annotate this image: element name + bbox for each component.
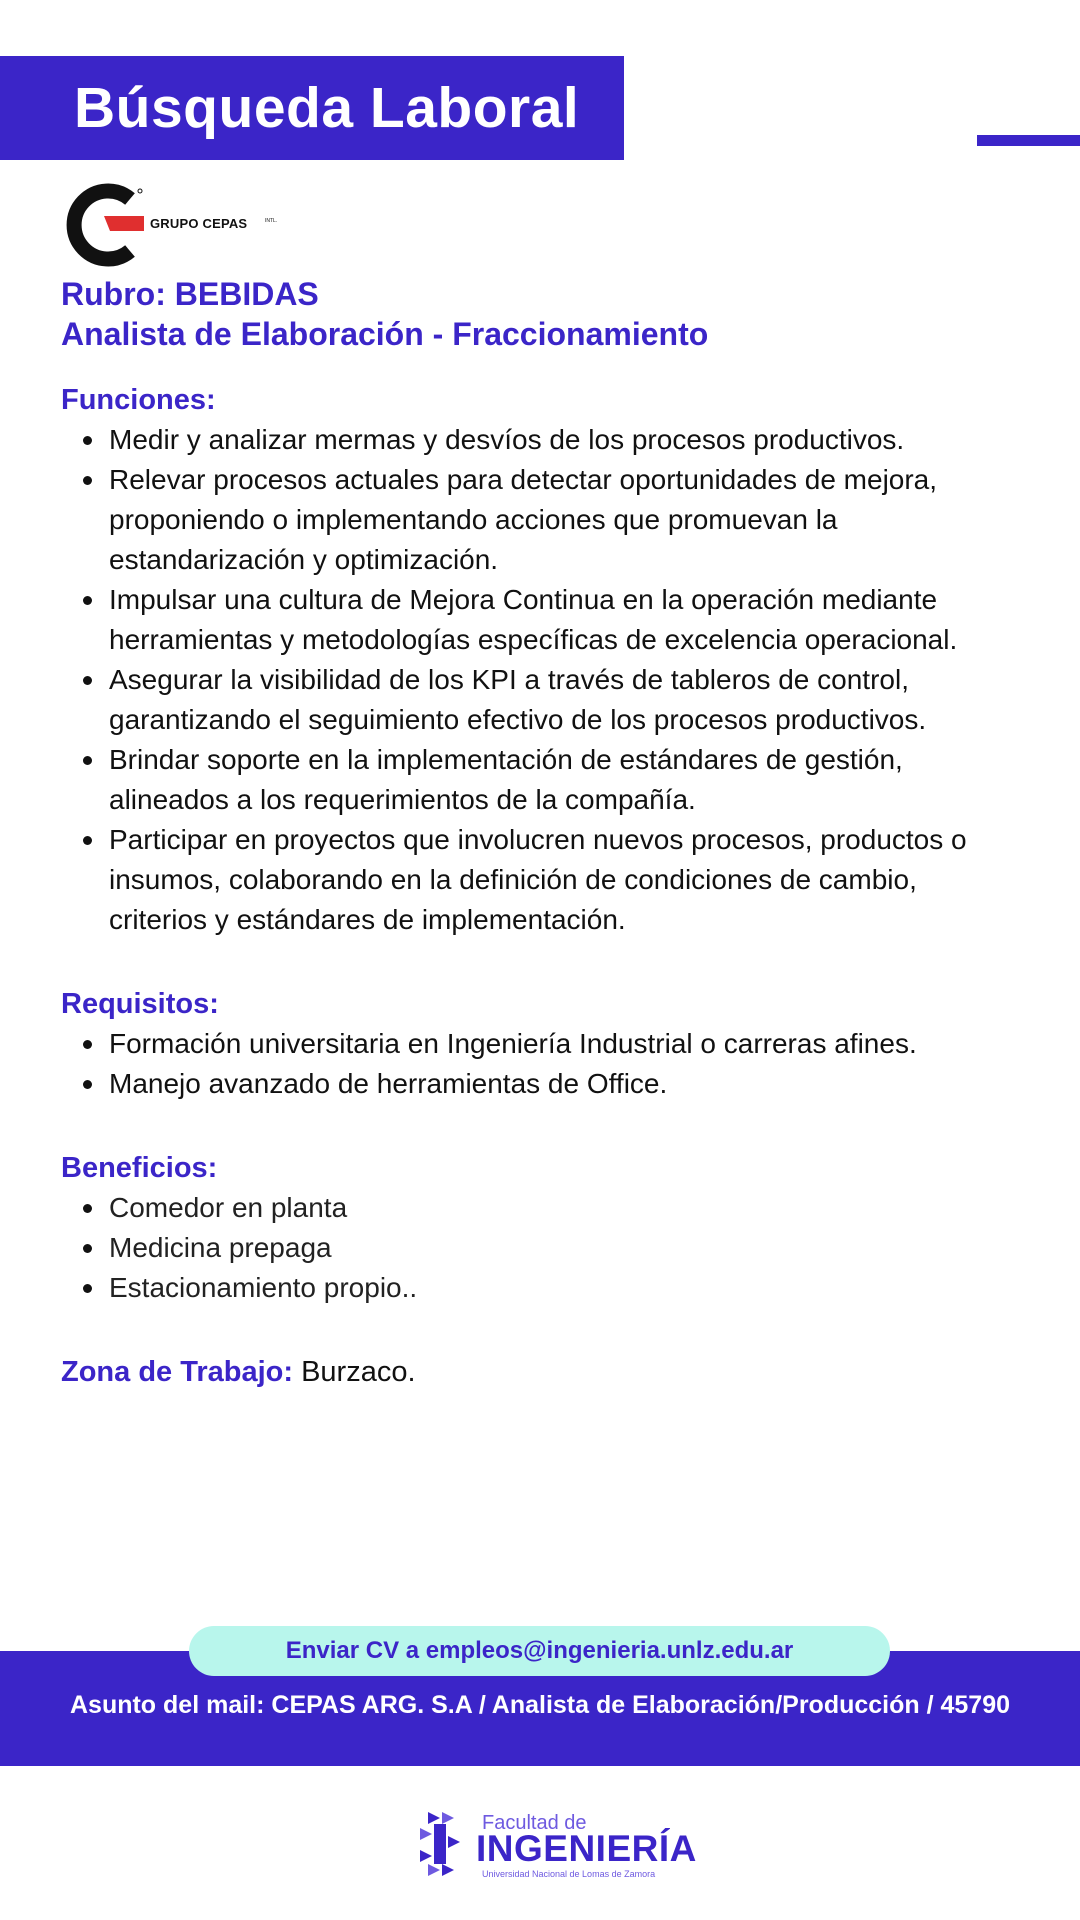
list-item: Asegurar la visibilidad de los KPI a través de tableros de control, garantizando el seguimiento efectivo de los procesos productivos.: [61, 660, 1021, 740]
list-item: Impulsar una cultura de Mejora Continua en la operación mediante herramientas y metodologías específicas de excelencia operacional.: [61, 580, 1021, 660]
work-zone: [61, 1352, 1021, 1392]
list-item: Brindar soporte en la implementación de estándares de gestión, alineados a los requerimientos de la compañía.: [61, 740, 1021, 820]
company-logo: [64, 182, 284, 268]
requisitos-list: [61, 1024, 1021, 1104]
grupo-cepas-logo-icon: [64, 182, 150, 268]
list-item: Medir y analizar mermas y desvíos de los procesos productivos.: [61, 420, 1021, 460]
list-item: Estacionamiento propio..: [61, 1268, 1021, 1308]
job-content: [61, 274, 1021, 1392]
mail-subject: Asunto del mail: CEPAS ARG. S.A / Analista de Elaboración/Producción / 45790: [69, 1691, 1011, 1719]
requisitos-title: Requisitos:: [61, 988, 219, 1020]
company-logo-suffix: INTL.: [265, 218, 278, 224]
list-item: Comedor en planta: [61, 1188, 1021, 1228]
list-item: Participar en proyectos que involucren nuevos procesos, productos o insumos, colaborando en la definición de condiciones de cambio, criterios y estándares de implementación.: [61, 820, 1021, 940]
work-zone-label: Zona de Trabajo:: [61, 1356, 294, 1388]
position-title: Analista de Elaboración - Fraccionamiento: [61, 316, 709, 352]
company-logo-text: GRUPO CEPAS: [150, 216, 248, 231]
page-title: Búsqueda Laboral: [74, 76, 580, 140]
send-cv-link[interactable]: Enviar CV a empleos@ingenieria.unlz.edu.ar: [189, 1626, 890, 1676]
faculty-name: INGENIERÍA: [476, 1828, 697, 1869]
university-name: Universidad Nacional de Lomas de Zamora: [482, 1869, 656, 1879]
work-zone-value: Burzaco.: [293, 1356, 416, 1388]
funciones-list: [61, 420, 1021, 940]
accent-line: [977, 135, 1080, 146]
list-item: Formación universitaria en Ingeniería Industrial o carreras afines.: [61, 1024, 1021, 1064]
faculty-label: Facultad de: [482, 1812, 587, 1834]
funciones-title: Funciones:: [61, 384, 216, 416]
list-item: Manejo avanzado de herramientas de Office.: [61, 1064, 1021, 1104]
faculty-logo: [418, 1808, 697, 1880]
beneficios-title: Beneficios:: [61, 1152, 218, 1184]
header-band: [0, 56, 624, 160]
rubro-line: Rubro: BEBIDAS: [61, 276, 319, 312]
list-item: Medicina prepaga: [61, 1228, 1021, 1268]
beneficios-list: [61, 1188, 1021, 1308]
list-item: Relevar procesos actuales para detectar oportunidades de mejora, proponiendo o implementando acciones que promuevan la estandarización y optimización.: [61, 460, 1021, 580]
faculty-emblem-icon: [418, 1810, 464, 1878]
